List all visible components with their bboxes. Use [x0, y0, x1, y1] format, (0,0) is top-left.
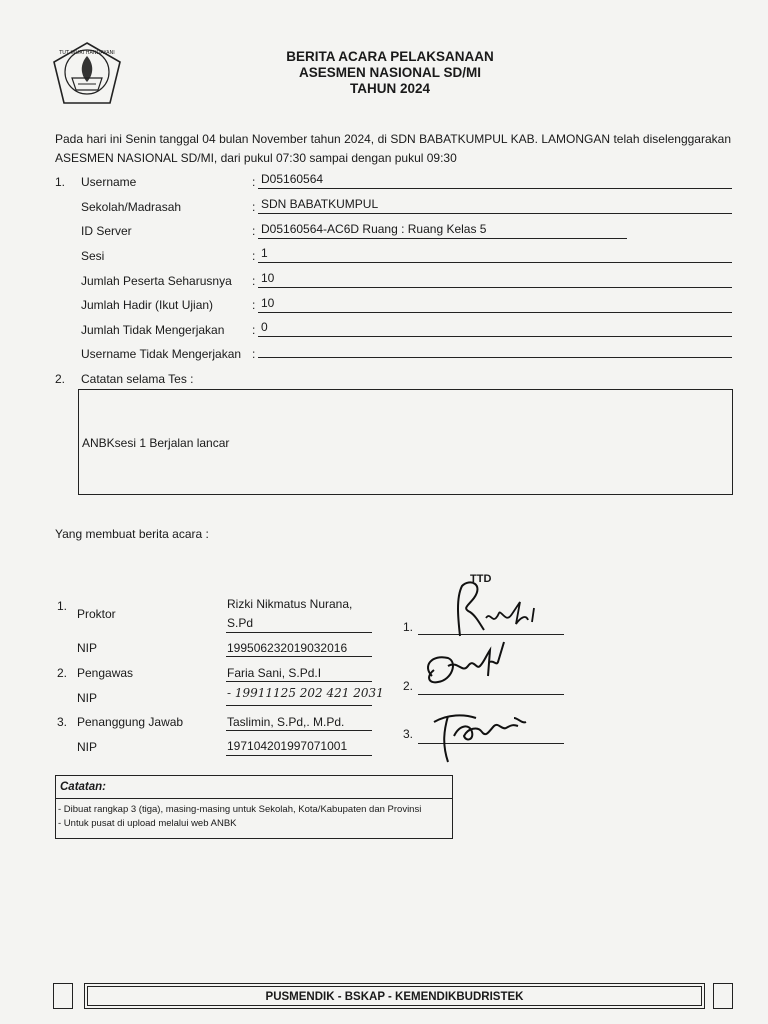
section-1-number: 1.	[55, 175, 66, 189]
title-line-2: ASESMEN NASIONAL SD/MI	[298, 65, 482, 80]
field-label-sekolah: Sekolah/Madrasah	[81, 200, 182, 214]
catatan-box	[55, 775, 453, 839]
signer-1-name-line2: S.Pd	[227, 616, 254, 630]
signer-1-nip-underline	[226, 656, 372, 657]
field-value-hadir: 10	[261, 296, 275, 310]
field-label-peserta: Jumlah Peserta Seharusnya	[81, 274, 232, 288]
footer-text: PUSMENDIK - BSKAP - KEMENDIKBUDRISTEK	[87, 986, 702, 1006]
signer-2-number: 2.	[57, 666, 68, 680]
field-value-tidak-mengerjakan: 0	[261, 320, 268, 334]
signature-1-number: 1.	[403, 620, 414, 634]
field-underline	[258, 312, 732, 313]
signer-3-nip: 197104201997071001	[227, 739, 348, 753]
title-line-1: BERITA ACARA PELAKSANAAN	[286, 49, 494, 64]
field-underline	[258, 213, 732, 214]
colon: :	[252, 175, 256, 189]
signer-2-nip-underline	[226, 705, 372, 706]
field-underline	[258, 287, 732, 288]
section-2-label: Catatan selama Tes :	[81, 372, 194, 386]
footer-left-square	[53, 983, 73, 1009]
field-label-tidak-mengerjakan: Jumlah Tidak Mengerjakan	[81, 323, 225, 337]
signature-2-drawing	[418, 636, 518, 698]
colon: :	[252, 323, 256, 337]
title-line-3: TAHUN 2024	[349, 81, 431, 96]
catatan-line-2: - Untuk pusat di upload melalui web ANBK	[58, 818, 237, 829]
field-value-sesi: 1	[261, 246, 268, 260]
test-notes-text: ANBKsesi 1 Berjalan lancar	[82, 436, 230, 450]
field-underline	[258, 262, 732, 263]
signer-1-name-underline	[226, 632, 372, 633]
colon: :	[252, 347, 256, 361]
signer-1-nip-label: NIP	[77, 641, 98, 655]
section-2-number: 2.	[55, 372, 66, 386]
field-value-peserta: 10	[261, 271, 275, 285]
signer-3-nip-underline	[226, 755, 372, 756]
catatan-heading: Catatan:	[56, 776, 452, 799]
signature-3-number: 3.	[403, 727, 414, 741]
signer-2-role: Pengawas	[77, 666, 134, 680]
signer-3-number: 3.	[57, 715, 68, 729]
signer-3-nip-label: NIP	[77, 740, 98, 754]
signer-1-role: Proktor	[77, 607, 116, 621]
signer-2-name-underline	[226, 681, 372, 682]
made-by-label: Yang membuat berita acara :	[55, 527, 209, 541]
signer-1-number: 1.	[57, 599, 68, 613]
field-underline	[258, 357, 732, 358]
colon: :	[252, 274, 256, 288]
field-underline	[258, 238, 627, 239]
logo-text: TUT WURI HANDAYANI	[59, 50, 115, 56]
signer-2-nip-handwritten: - 19911125 202 421 2031	[227, 686, 384, 700]
field-value-id-server: D05160564-AC6D Ruang : Ruang Kelas 5	[261, 222, 487, 236]
colon: :	[252, 249, 256, 263]
field-label-username-tidak: Username Tidak Mengerjakan	[81, 347, 242, 361]
tut-wuri-handayani-logo	[50, 40, 124, 108]
field-label-sesi: Sesi	[81, 249, 105, 263]
signer-3-name-underline	[226, 730, 372, 731]
field-underline	[258, 188, 732, 189]
signer-1-nip: 199506232019032016	[227, 641, 348, 655]
colon: :	[252, 200, 256, 214]
signature-2-number: 2.	[403, 679, 414, 693]
catatan-line-1: - Dibuat rangkap 3 (tiga), masing-masing untuk Sekolah, Kota/Kabupaten dan Provinsi	[58, 804, 422, 815]
signer-2-name: Faria Sani, S.Pd.I	[227, 666, 322, 680]
signature-3-drawing	[428, 696, 548, 766]
ttd-label: TTD	[470, 573, 492, 585]
colon: :	[252, 298, 256, 312]
footer-right-square	[713, 983, 733, 1009]
field-underline	[258, 336, 732, 337]
signer-1-name-line1: Rizki Nikmatus Nurana,	[227, 597, 353, 611]
document-title	[210, 49, 570, 97]
field-value-username: D05160564	[261, 172, 324, 186]
test-notes-box	[78, 389, 733, 495]
field-label-username: Username	[81, 175, 137, 189]
signer-3-role: Penanggung Jawab	[77, 715, 184, 729]
colon: :	[252, 224, 256, 238]
field-label-id-server: ID Server	[81, 224, 132, 238]
signer-3-name: Taslimin, S.Pd,. M.Pd.	[227, 715, 345, 729]
signer-2-nip-label: NIP	[77, 691, 98, 705]
intro-paragraph: Pada hari ini Senin tanggal 04 bulan November tahun 2024, di SDN BABATKUMPUL KAB. LAMONGAN telah diselenggarakan ASESMEN NASIONAL SD/MI, dari pukul 07:30 sampai dengan pukul 09:30	[55, 132, 731, 165]
signature-1-drawing	[440, 578, 560, 642]
field-label-hadir: Jumlah Hadir (Ikut Ujian)	[81, 298, 214, 312]
field-value-sekolah: SDN BABATKUMPUL	[261, 197, 379, 211]
footer-box	[84, 983, 705, 1009]
